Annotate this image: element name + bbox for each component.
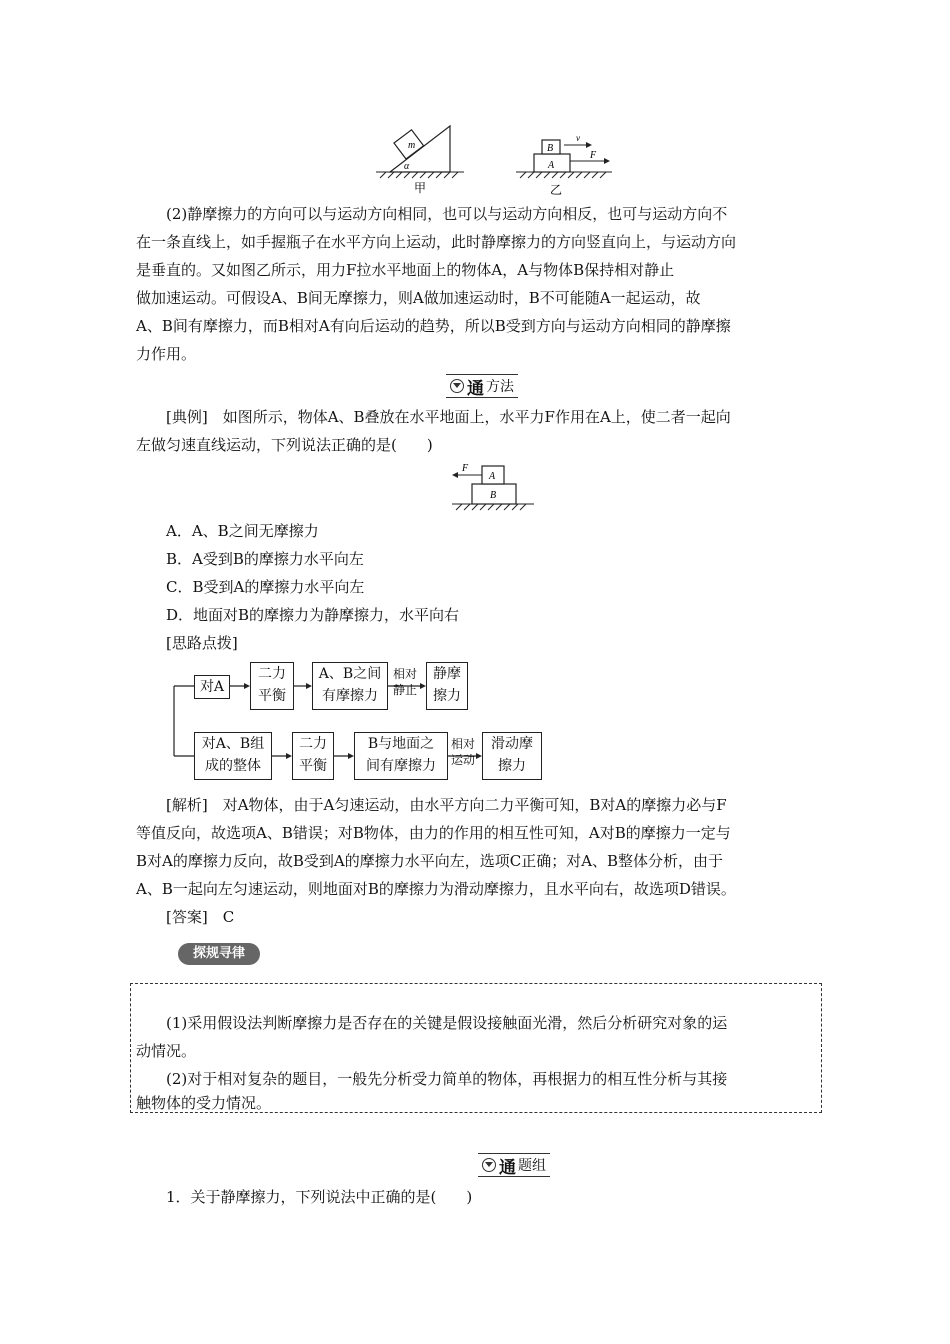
analysis-text: 等值反向，故选项A、B错误；对B物体，由力的作用的相互性可知，A对B的摩擦力一定与	[136, 824, 731, 842]
answer-text: [答案] C	[166, 908, 235, 926]
block-b-label: B	[547, 143, 554, 154]
flow-arrow-label-relative: 相对 运动	[450, 737, 475, 767]
ground-hatch	[516, 172, 612, 178]
para-line: (2)静摩擦力的方向可以与运动方向相同，也可以与运动方向相反，也可与运动方向不	[166, 205, 728, 223]
block-a-label: A	[548, 160, 555, 171]
section-heading-big: 通	[467, 378, 484, 399]
stack-caption: 乙	[550, 183, 563, 197]
ground-hatch	[376, 172, 464, 178]
analysis-text: A、B一起向左匀速运动，则地面对B的摩擦力为滑动摩擦力，且水平向右，故选项D错误。	[136, 880, 736, 898]
stack-figure	[512, 128, 622, 198]
example-text: 左做匀速直线运动，下列说法正确的是( )	[136, 436, 433, 454]
flow-start-ab-whole: 对A、B组 成的整体	[194, 732, 272, 780]
force-label: F	[462, 463, 469, 474]
section-heading-method	[446, 374, 518, 398]
velocity-arrowhead	[586, 142, 592, 148]
option-c: C．B受到A的摩擦力水平向左	[166, 578, 365, 596]
flow-box-balance-2: 二力 平衡	[292, 732, 334, 780]
down-triangle-icon	[482, 1158, 496, 1172]
down-triangle-icon	[450, 379, 464, 393]
para-line: 做加速运动。可假设A、B间无摩擦力，则A做加速运动时，B不可能随A一起运动，故	[136, 289, 701, 307]
flow-box-ground-friction: B与地面之 间有摩擦力	[354, 732, 448, 780]
tip-text: (1)采用假设法判断摩擦力是否存在的关键是假设接触面光滑，然后分析研究对象的运	[166, 1014, 728, 1032]
option-d: D．地面对B的摩擦力为静摩擦力，水平向右	[166, 606, 460, 624]
analysis-text: [解析] 对A物体，由于A匀速运动，由水平方向二力平衡可知，B对A的摩擦力必与F	[166, 796, 727, 814]
para-line: 在一条直线上，如手握瓶子在水平方向上运动，此时静摩擦力的方向竖直向上，与运动方向	[136, 233, 737, 251]
option-a: A．A、B之间无摩擦力	[166, 522, 319, 540]
flow-arrow-label-static: 相对 静止	[392, 667, 417, 697]
force-arrowhead	[452, 472, 458, 478]
example-text: [典例] 如图所示，物体A、B叠放在水平地面上，水平力F作用在A上，使二者一起向	[166, 408, 731, 426]
incline-mass-label: m	[408, 140, 416, 151]
hint-label: [思路点拨]	[166, 634, 238, 652]
analysis-text: B对A的摩擦力反向，故B受到A的摩擦力水平向左，选项C正确；对A、B整体分析，由于	[136, 852, 724, 870]
velocity-label: v	[576, 133, 580, 143]
question-1: 1．关于静摩擦力，下列说法中正确的是( )	[166, 1188, 473, 1206]
flow-box-sliding-friction: 滑动摩 擦力	[482, 732, 542, 780]
section-heading-big: 通	[499, 1157, 516, 1178]
force-label: F	[590, 150, 597, 161]
section-heading-rest: 题组	[518, 1158, 546, 1174]
flow-box-balance: 二力 平衡	[250, 662, 294, 710]
flow-start-a: 对A	[194, 675, 230, 699]
incline-figure	[372, 118, 472, 198]
incline-caption: 甲	[414, 181, 427, 195]
tip-text: 触物体的受力情况。	[136, 1094, 272, 1112]
para-line: 力作用。	[136, 345, 197, 363]
para-line: 是垂直的。又如图乙所示，用力F拉水平地面上的物体A，A与物体B保持相对静止	[136, 261, 675, 279]
tip-badge: 探规寻律	[178, 943, 260, 965]
flow-box-static-friction: 静摩 擦力	[426, 662, 468, 710]
option-b: B．A受到B的摩擦力水平向左	[166, 550, 364, 568]
tip-text: (2)对于相对复杂的题目，一般先分析受力简单的物体，再根据力的相互性分析与其接	[166, 1070, 728, 1088]
para-line: A、B间有摩擦力，而B相对A有向后运动的趋势，所以B受到方向与运动方向相同的静摩擦	[136, 317, 731, 335]
block-b-label: B	[490, 490, 497, 501]
ground-hatch	[452, 504, 534, 510]
section-heading-exercises	[478, 1153, 550, 1177]
flow-box-ab-friction: A、B之间 有摩擦力	[312, 662, 388, 710]
tip-text: 动情况。	[136, 1042, 197, 1060]
section-heading-rest: 方法	[486, 379, 514, 395]
block-a-label: A	[489, 471, 496, 482]
force-arrowhead	[604, 158, 610, 164]
incline-angle-label: α	[404, 161, 410, 172]
example-figure	[448, 460, 538, 516]
